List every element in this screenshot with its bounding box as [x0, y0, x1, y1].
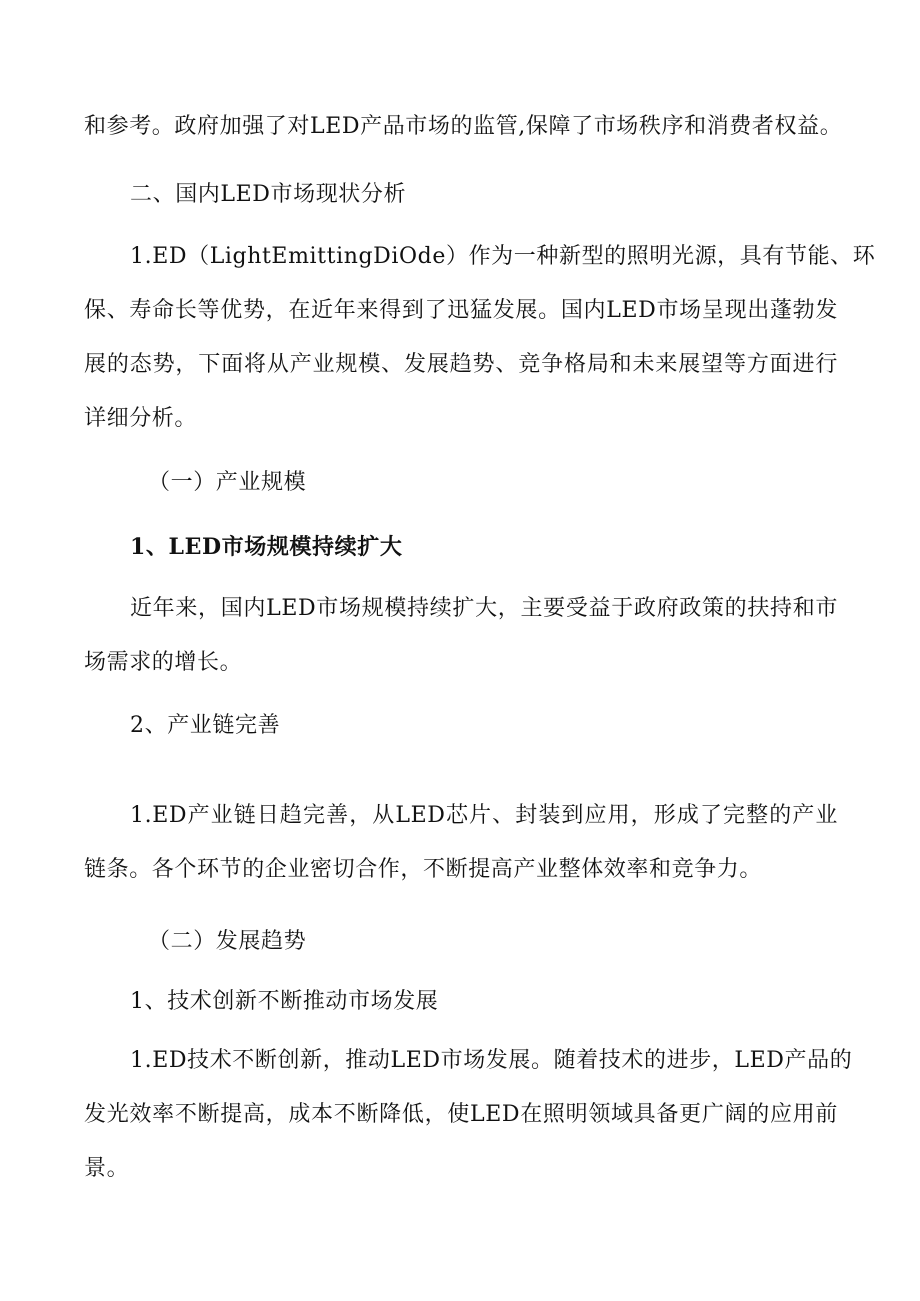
paragraph-line: 发光效率不断提高，成本不断降低，使LED在照明领域具备更广阔的应用前	[84, 1102, 838, 1127]
paragraph-line: 景。	[84, 1156, 130, 1181]
paragraph-line: 链条。各个环节的企业密切合作，不断提高产业整体效率和竞争力。	[84, 857, 763, 882]
paragraph-line: 保、寿命长等优势，在近年来得到了迅猛发展。国内LED市场呈现出蓬勃发	[84, 298, 838, 323]
paragraph-line: 场需求的增长。	[84, 650, 243, 675]
item-heading: 2、产业链完善	[130, 713, 281, 738]
section-heading: 二、国内LED市场现状分析	[130, 182, 407, 207]
paragraph-line: 展的态势，下面将从产业规模、发展趋势、竞争格局和未来展望等方面进行	[84, 352, 838, 377]
paragraph-line: 详细分析。	[84, 406, 198, 431]
item-heading: 1、LED市场规模持续扩大	[130, 534, 403, 560]
paragraph-line: 1.ED技术不断创新，推动LED市场发展。随着技术的进步，LED产品的	[130, 1048, 853, 1073]
paragraph-line: 和参考。政府加强了对LED产品市场的监管,保障了市场秩序和消费者权益。	[84, 114, 843, 139]
paragraph-line: 近年来，国内LED市场规模持续扩大，主要受益于政府政策的扶持和市	[130, 596, 838, 621]
item-heading: 1、技术创新不断推动市场发展	[130, 989, 439, 1014]
paragraph-line: 1.ED产业链日趋完善，从LED芯片、封装到应用，形成了完整的产业	[130, 803, 838, 828]
subsection-heading: （二）发展趋势	[148, 929, 307, 954]
paragraph-line: 1.ED（LightEmittingDiOde）作为一种新型的照明光源，具有节能、环	[130, 244, 876, 269]
subsection-heading: （一）产业规模	[148, 470, 307, 495]
